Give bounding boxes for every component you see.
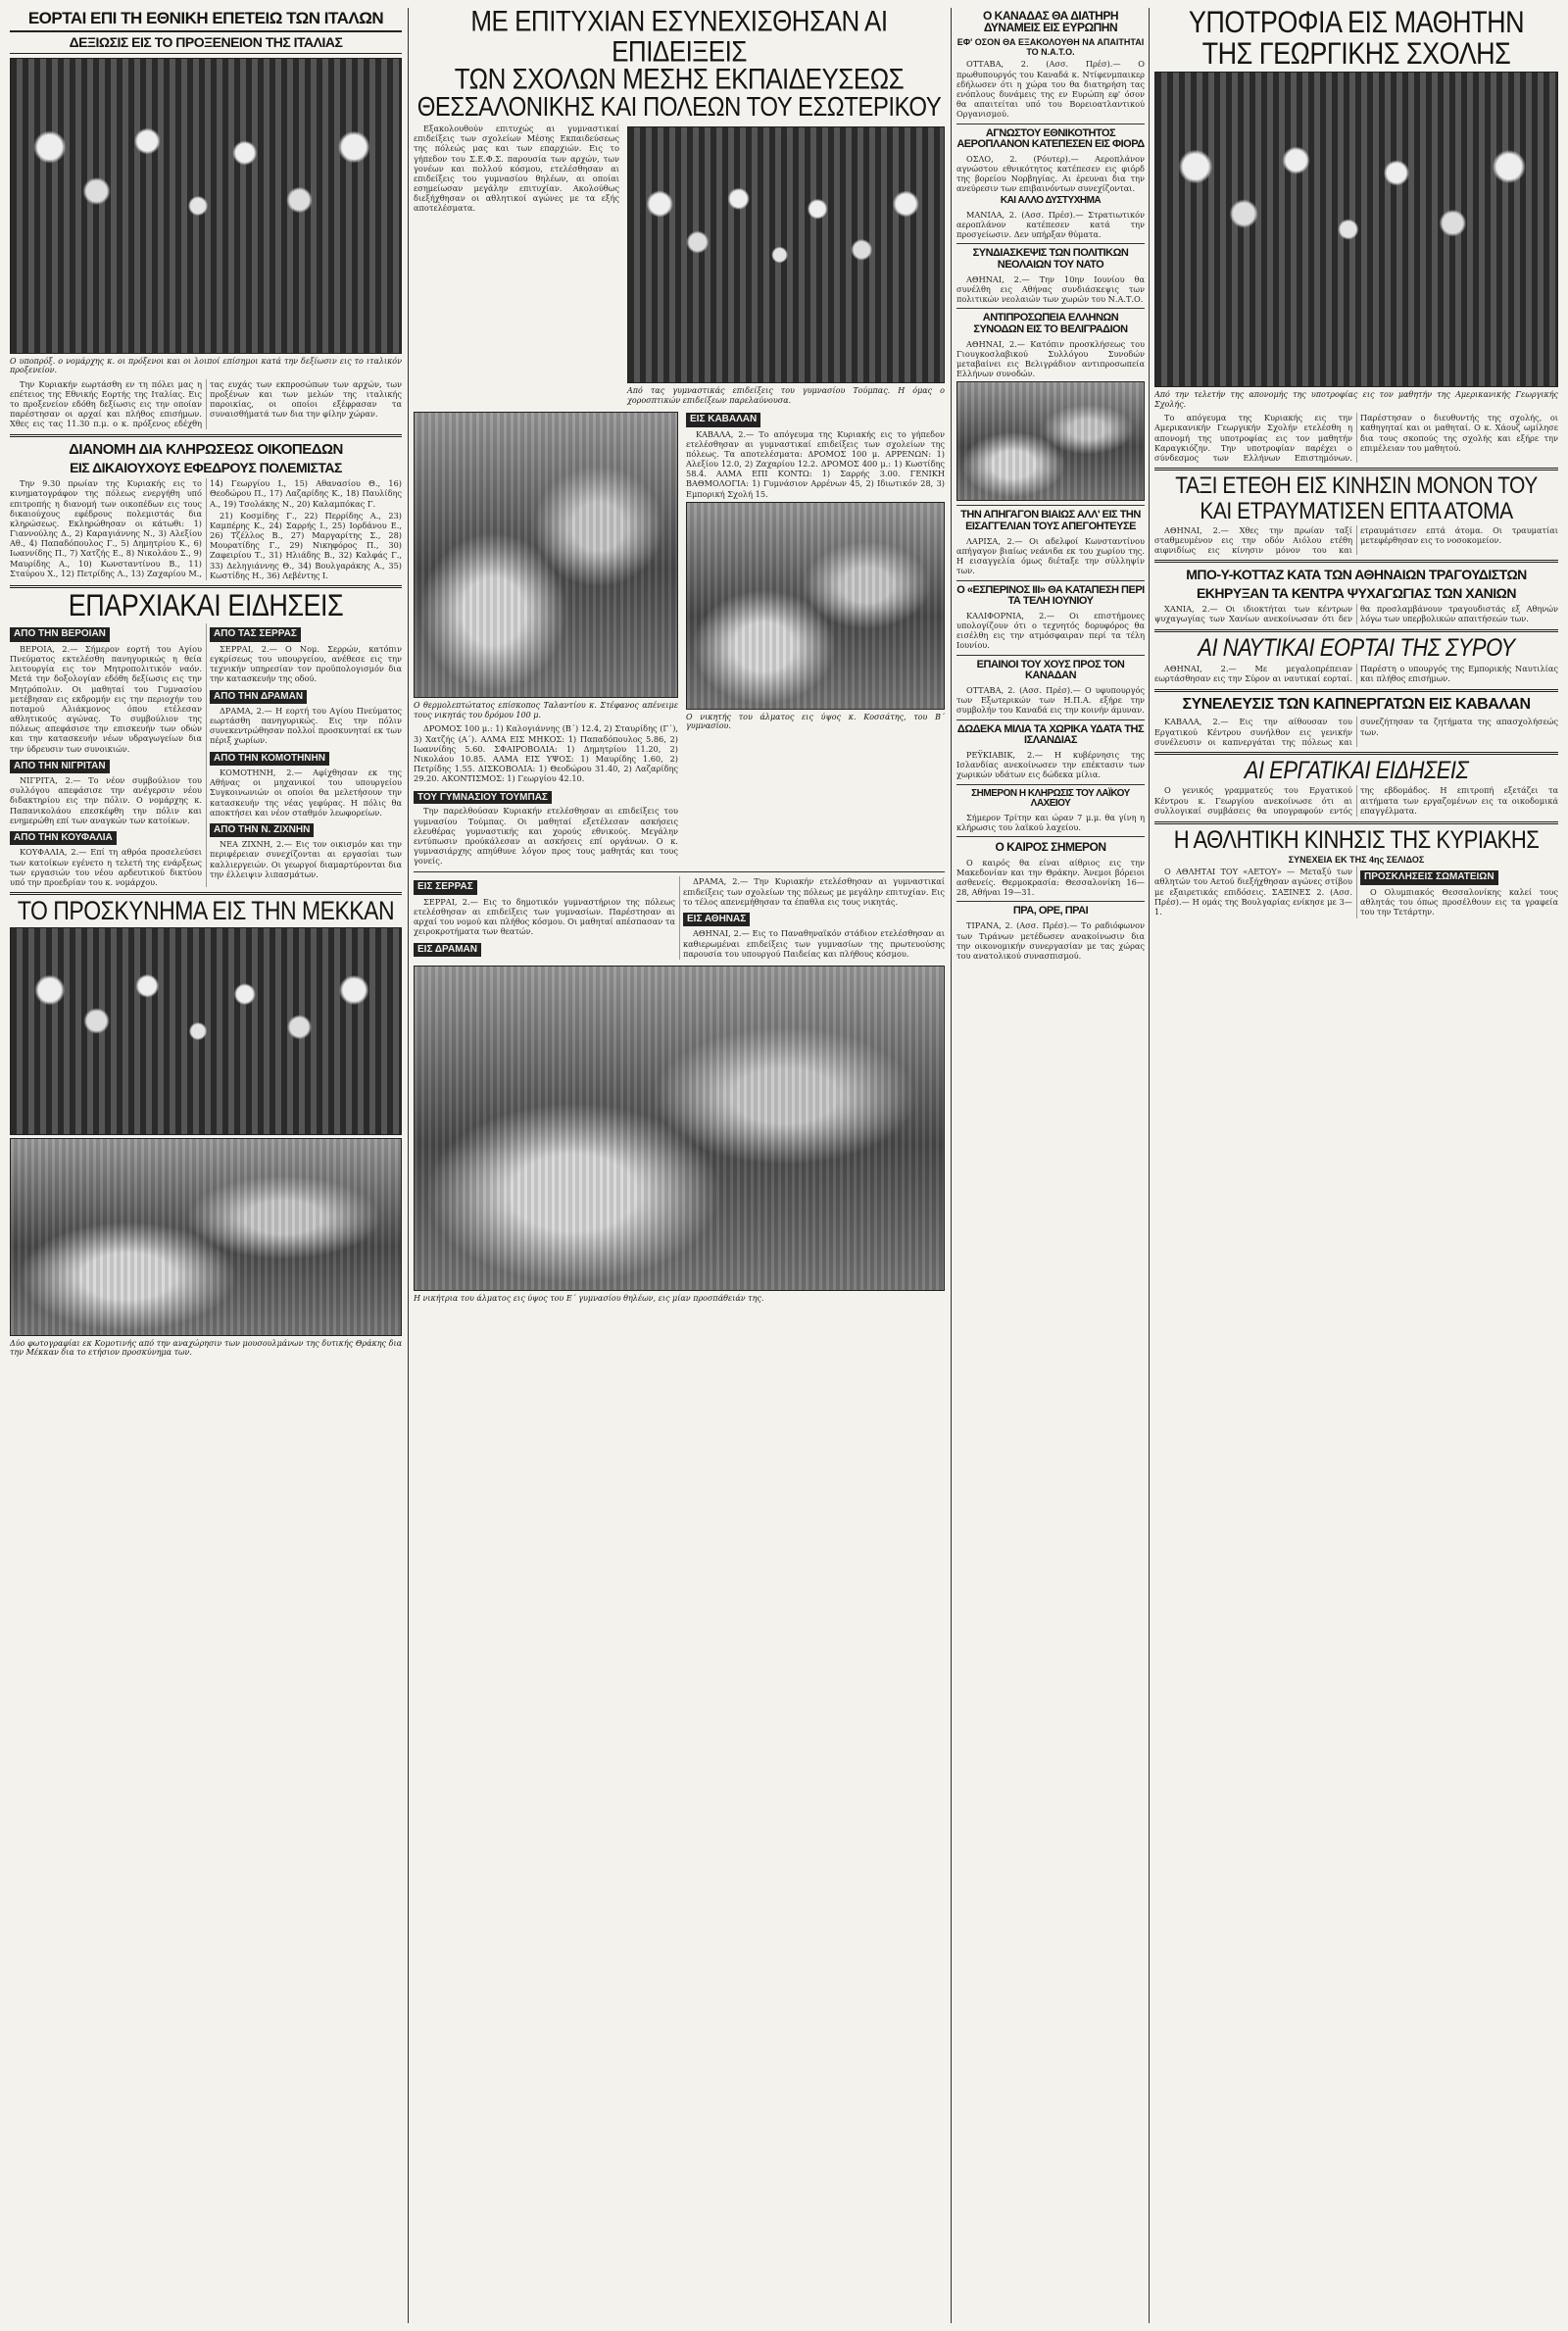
photo-mecca-1: [10, 927, 402, 1135]
photo-girl-high-jump: [414, 966, 945, 1291]
articles-serres-drama-athens: [414, 876, 945, 959]
article-lead: [414, 124, 619, 409]
column-news-briefs: [956, 8, 1145, 2323]
caption-toumba-parade: Από τας γυμναστικάς επιδείξεις του γυμνασίου Τούμπας. Η όμας ο χοροσπτικών επιδείξεων παρελαύνουσα.: [627, 386, 945, 405]
provincial-news: [10, 623, 402, 887]
text-plots: Την 9.30 πρωίαν της Κυριακής εις το κινηματογράφον της πόλεως ενεργήθη υπό επιτροπής η διανομή των οικοπέδων εις τους δικαιούχους εφέδρους πολεμιστάς δια κληρώσεως. Εκληρώθησαν οι κάτωθι: 1) Γιαννούλης Δ., 2) Καραγιάννης Ν., 3) Αλεξίου Αθ., 4) Παπαδόπουλος Γ., 5) Δημητρίου Κ., 6) Ιωαννίδης Π., 7) Χατζής Ε., 8) Νικολάου Σ., 9) Μαυρίδης Α., 10) Κωνσταντίνου Β., 11) Σταύρου Χ., 12) Πετρίδης Λ., 13) Ζαχαρίου Μ., 14) Γεωργίου Ι., 15) Αθανασίου Θ., 16) Θεοδώρου Π., 17) Λαζαρίδης Κ., 18) Παυλίδης Α., 19) Τσολάκης Ν., 20) Καλαμπόκας Γ.: [10, 478, 402, 578]
column-center: [414, 8, 945, 2323]
subheadline-italian-consulate: ΔΕΞΙΩΣΙΣ ΕΙΣ ΤΟ ΠΡΟΞΕΝΕΙΟΝ ΤΗΣ ΙΤΑΛΙΑΣ: [10, 30, 402, 53]
article-abduction: [956, 536, 1145, 576]
section-toumba: ΤΟΥ ΓΥΜΝΑΣΙΟΥ ΤΟΥΜΠΑΣ: [414, 791, 552, 804]
article-satellite: [956, 611, 1145, 651]
article-plots: [10, 478, 402, 580]
headline-taxi-2: ΚΑΙ ΕΤΡΑΥΜΑΤΙΣΕΝ ΕΠΤΑ ΑΤΟΜΑ: [1200, 497, 1513, 524]
article-praise-canada: [956, 685, 1145, 716]
text-weather: Ο καιρός θα είναι αίθριος εις την Μακεδονίαν και την Θράκην. Άνεμοι βόρειοι ασθενείς. Θερμοκρασία: Θεσσαλονίκη 16—28, Αθήναι 19—31.: [956, 857, 1145, 898]
text-boycott: ΧΑΝΙΑ, 2.— Οι ιδιοκτήται των κέντρων ψυχαγωγίας των Χανίων ανεκοίνωσαν ότι δεν θα προσλαμβάνουν τραγουδιστάς εξ Αθηνών λόγω των υπερβολικών απαιτήσεών των.: [1154, 603, 1558, 624]
column-right: [1154, 8, 1558, 2323]
text-zichni: ΝΕΑ ΖΙΧΝΗ, 2.— Εις τον οικισμόν και την περιφέρειαν συνεχίζονται αι εργασίαι των καλλιεργειών. Οι γεωργοί διαμαρτύρονται δια την έλλειψιν λιπασμάτων.: [210, 839, 402, 879]
section-club-invitations: ΠΡΟΣΚΛΗΣΕΙΣ ΣΩΜΑΤΕΙΩΝ: [1360, 870, 1498, 884]
subheadline-canada: ΕΦ' ΟΣΟΝ ΘΑ ΕΞΑΚΟΛΟΥΘΗ ΝΑ ΑΠΑΙΤΗΤΑΙ ΤΟ Ν.Α.Τ.Ο.: [956, 37, 1145, 58]
article-weather: [956, 858, 1145, 898]
text-abduction: ΛΑΡΙΣΑ, 2.— Οι αδελφοί Κωνσταντίνου απήγαγον βιαίως νεάνιδα εκ του χωρίου της. Η εισαγγελία όμως διέταξε την σύλληψίν των.: [956, 535, 1145, 576]
photo-consulate-reception: [10, 58, 402, 354]
photo-agricultural-school: [1154, 72, 1558, 387]
headline-sunday-sports: Η ΑΘΛΗΤΙΚΗ ΚΙΝΗΣΙΣ ΤΗΣ ΚΥΡΙΑΚΗΣ: [1173, 824, 1540, 854]
article-italian-day: [10, 379, 402, 429]
text-scholarship: Το απόγευμα της Κυριακής εις την Αμερικανικήν Γεωργικήν Σχολήν ετελέσθη η απονομή της υποτροφίας εις τον μαθητήν Καραγκιόζην. Την υποτροφίαν παρέχει ο σύνδεσμος των Ελλήνων Επιστημόνων. Παρέστησαν ο διευθυντής της σχολής, οι καθηγηταί και οι μαθηταί. Ο κ. Χάουζ ωμίλησε δια τους σκοπούς της σχολής και εξήρε την επιμέλειαν του μαθητού.: [1154, 413, 1558, 463]
text-plots-2: 21) Κοσμίδης Γ., 22) Περρίδης Α., 23) Καμπέρης Κ., 24) Σαρρής Ι., 25) Ιορδάνου Ε., 26) Τζέλλος Β., 27) Μαργαρίτης Σ., 28) Μουρατίδης Γ., 29) Νικηφόρος Π., 30) Ζαφειρίου Τ., 31) Ηλιάδης Β., 32) Καλφάς Γ., 33) Δεληγιάννης Θ., 34) Βουλγαράκης Α., 35) Κωστίδης Η., 36) Λεβέντης Ι.: [210, 510, 402, 580]
text-lead: Εξακολουθούν επιτυχώς αι γυμναστικαί επιδείξεις των σχολείων Μέσης Εκπαιδεύσεως της πόλεώς μας και των επαρχιών. Εις το γήπεδον του Σ.Ε.Φ.Σ. παρουσία των αρχών, των γονέων και πολλού κόσμου, ετελέσθησαν αι επιδείξεις του γυμνασίου θηλέων, αι οποίαι εσημείωσαν μεγάλην επιτυχίαν. Ακολούθως διεξήχθησαν οι αθλητικοί αγώνες με τα εξής αποτελέσματα.: [414, 124, 619, 214]
section-komotini: ΑΠΟ ΤΗΝ ΚΟΜΟΤΗΝΗΝ: [210, 752, 329, 766]
text-drama: ΔΡΑΜΑ, 2.— Η εορτή του Αγίου Πνεύματος εωρτάσθη πανηγυρικώς. Εις την πόλιν συνεκεντρώθησαν πολλοί προσκυνηταί εκ των πέριξ χωρίων.: [210, 705, 402, 746]
article-sunday-sports: [1154, 867, 1558, 918]
caption-girl-high-jump: Η νικήτρια του άλματος εις ύψος του Ε΄ γυμνασίου θηλέων, εις μίαν προσπάθειάν της.: [414, 1293, 764, 1303]
text-taxi: ΑΘΗΝΑΙ, 2.— Χθες την πρωίαν ταξί σταθμευμένον εις την οδόν Αιόλου ετέθη αιφνιδίως εις κίνησιν μόνον του και ετραυμάτισεν επτά άτομα. Οι τραυματίαι μετεφέρθησαν εις το νοσοκομείον.: [1154, 524, 1558, 556]
text-lottery: Σήμερον Τρίτην και ώραν 7 μ.μ. θα γίνη η κλήρωσις του λαϊκού λαχείου.: [956, 812, 1145, 833]
headline-school-shows-3: ΘΕΣΣΑΛΟΝΙΚΗΣ ΚΑΙ ΠΟΛΕΩΝ ΤΟΥ ΕΣΩΤΕΡΙΚΟΥ: [416, 91, 942, 123]
photo-toumba-parade: [627, 126, 945, 383]
article-labor-news: [1154, 785, 1558, 817]
photo-mecca-2: [10, 1138, 402, 1336]
headline-another-accident: ΚΑΙ ΑΛΛΟ ΔΥΣΤΥΧΗΜΑ: [1000, 194, 1102, 206]
headline-plots: ΔΙΑΝΟΜΗ ΔΙΑ ΚΛΗΡΩΣΕΩΣ ΟΙΚΟΠΕΔΩΝ: [69, 440, 343, 458]
caption-high-jump-winner: Ο νικητής του άλματος εις ύψος κ. Κοσσάτης, του Β΄ γυμνασίου.: [686, 712, 945, 731]
headline-weather: Ο ΚΑΙΡΟΣ ΣΗΜΕΡΟΝ: [995, 840, 1106, 855]
text-canada: ΟΤΤΑΒΑ, 2. (Ασσ. Πρέσ).— Ο πρωθυπουργός του Καναδά κ. Ντίφενμπαικερ εδήλωσεν ότι η χώρα του θα διατηρήση τας ενόπλους δυνάμεις της εν Ευρώπη εφ' όσον θα απαιτείται υπό του Βορειοατλαντικού Οργανισμού.: [956, 59, 1145, 120]
text-plane-fjord: ΟΣΛΟ, 2. (Ρόυτερ).— Αεροπλάνον αγνώστου εθνικότητος κατέπεσεν εις φιόρδ της βορείου Νορβηγίας. Αι έρευναι δια την ανεύρεσιν των επιβαινόντων συνεχίζονται.: [956, 153, 1145, 194]
section-drama-schools: ΕΙΣ ΔΡΑΜΑΝ: [414, 943, 481, 957]
text-veria: ΒΕΡΟΙΑ, 2.— Σήμερον εορτή του Αγίου Πνεύματος εκτελέσθη πανηγυρικώς η θεία λειτουργία εις τον Μητροπολιτικόν ναόν. Μετά την δοξολογίαν εδόθη δεξίωσις εις την Μητρόπολιν. Οι μαθηταί του Γυμνασίου μετέβησαν εις εκδρομήν εις την περιοχήν του ποταμού Αλιάκμονος όπου ετέλεσαν αθλητικούς αγώνας. Το συμβούλιον της πόλεως απεφάσισε την επισκευήν των οδών και την κατασκευήν νέων υδραγωγείων δια την ύδρευσιν των συνοικιών.: [10, 643, 202, 754]
article-boycott: [1154, 604, 1558, 624]
headline-tobacco-workers: ΣΥΝΕΛΕΥΣΙΣ ΤΩΝ ΚΑΠΝΕΡΓΑΤΩΝ ΕΙΣ ΚΑΒΑΛΑΝ: [1182, 696, 1531, 714]
caption-mecca: Δύο φωτογραφίαι εκ Κομοτινής από την αναχώρησιν των μουσουλμάνων της δυτικής Θράκης δια την Μέκκαν δια το ετήσιον προσκύνημα των.: [10, 1338, 402, 1358]
text-komotini: ΚΟΜΟΤΗΝΗ, 2.— Αφίχθησαν εκ της Αθήνας οι μηχανικοί του υπουργείου Συγκοινωνιών οι οποίοι θα μελετήσουν την κατασκευήν της νέας γεφύρας. Η πόλις θα αποκτήσει και νέον σταθμόν λεωφορείων.: [210, 768, 402, 818]
headline-nato-youth: ΣΥΝΔΙΑΣΚΕΨΙΣ ΤΩΝ ΠΟΛΙΤΙΚΩΝ ΝΕΟΛΑΙΩΝ ΤΟΥ ΝΑΤΟ: [972, 247, 1129, 271]
headline-syros: ΑΙ ΝΑΥΤΙΚΑΙ ΕΟΡΤΑΙ ΤΗΣ ΣΥΡΟΥ: [1198, 633, 1515, 663]
article-nato-youth: [956, 274, 1145, 305]
caption-bishop-award: Ο θερμολεπτώτατος επίσκοπος Ταλαντίου κ. Στέφανος απένειμε τους νικητάς του δρόμου 100 μ.: [414, 701, 678, 719]
text-praise-canada: ΟΤΤΑΒΑ, 2. (Ασσ. Πρέσ).— Ο υφυπουργός των Εξωτερικών των Η.Π.Α. εξήρε την συμβολήν του Καναδά εις την κοινήν άμυναν.: [956, 685, 1145, 716]
article-canada: [956, 59, 1145, 119]
results-kavala: [686, 409, 945, 499]
headline-lottery: ΣΗΜΕΡΟΝ Η ΚΛΗΡΩΣΙΣ ΤΟΥ ΛΑΪΚΟΥ ΛΑΧΕΙΟΥ: [971, 787, 1130, 809]
headline-school-shows: ΜΕ ΕΠΙΤΥΧΙΑΝ ΕΣΥΝΕΧΙΣΘΗΣΑΝ ΑΙ ΕΠΙΔΕΙΞΕΙΣ: [470, 8, 888, 68]
photo-high-jump-winner: [686, 502, 945, 710]
section-serres-schools: ΕΙΣ ΣΕΡΡΑΣ: [414, 880, 477, 894]
text-sunday-sports: Ο ΑΘΛΗΤΑΙ ΤΟΥ «ΑΕΤΟΥ» — Μεταξύ των αθλητών του Αετού διεξήχθησαν αγώνες στίβου με εξαιρετικάς επιδόσεις. ΣΑΞΙΝΕΣ 2. (Ασσ. Πρέσ).— Η ομάς της Βουλγαρίας ενίκησε με 3—1.: [1154, 867, 1352, 917]
headline-satellite: Ο «ΕΣΠΕΡΙΝΟΣ ΙΙΙ» ΘΑ ΚΑΤΑΠΕΣΗ ΠΕΡΙ ΤΑ ΤΕΛΗ ΙΟΥΝΙΟΥ: [956, 583, 1145, 607]
headline-labor-news: ΑΙ ΕΡΓΑΤΙΚΑΙ ΕΙΔΗΣΕΙΣ: [1244, 755, 1469, 784]
caption-agricultural-school: Από την τελετήν της απονομής της υποτροφίας εις τον μαθητήν της Αμερικανικής Γεωργικής Σχολής.: [1154, 390, 1558, 409]
article-syros: [1154, 664, 1558, 684]
photo-runner: [956, 381, 1145, 501]
headline-scholarship: ΥΠΟΤΡΟΦΙΑ ΕΙΣ ΜΑΘΗΤΗΝ: [1188, 8, 1525, 40]
section-veria: ΑΠΟ ΤΗΝ ΒΕΡΟΙΑΝ: [10, 627, 110, 641]
text-tirana: ΤΙΡΑΝΑ, 2. (Ασσ. Πρέσ).— Το ραδιόφωνον των Τιράνων μετέδωσεν ανακοίνωσιν δια την οικονομικήν συνεργασίαν με τας χώρας του ανατολικού συνασπισμού.: [956, 920, 1145, 961]
section-nigrita: ΑΠΟ ΤΗΝ ΝΙΓΡΙΤΑΝ: [10, 760, 110, 773]
text-serres: ΣΕΡΡΑΙ, 2.— Ο Νομ. Σερρών, κατόπιν εγκρίσεως του υπουργείου, ανέθεσε εις την τεχνικήν υπηρεσίαν τον προϋπολογισμόν δια την κατασκευήν της οδού.: [210, 643, 402, 684]
headline-taxi: ΤΑΞΙ ΕΤΕΘΗ ΕΙΣ ΚΙΝΗΣΙΝ ΜΟΝΟΝ ΤΟΥ: [1175, 472, 1538, 499]
article-another-accident: [956, 210, 1145, 240]
text-belgrade: ΑΘΗΝΑΙ, 2.— Κατόπιν προσκλήσεως του Γιουγκοσλαβικού Συλλόγου Συνοδών μεταβαίνει εις Βελιγράδιον αντιπροσωπεία Ελλήνων συνοδών.: [956, 338, 1145, 379]
article-lottery: [956, 813, 1145, 832]
caption-consulate-reception: Ο υποπρόξ. ο νομάρχης κ. οι πρόξενοι και οι λοιποί επίσημοι κατά την δεξίωσιν εις το ιταλικόν προξενείον.: [10, 356, 402, 375]
article-belgrade: [956, 339, 1145, 379]
article-tobacco-workers: [1154, 717, 1558, 747]
article-plane-fjord: [956, 154, 1145, 194]
subheadline-plots: ΕΙΣ ΔΙΚΑΙΟΥΧΟΥΣ ΕΦΕΔΡΟΥΣ ΠΟΛΕΜΙΣΤΑΣ: [70, 459, 342, 475]
headline-belgrade: ΑΝΤΙΠΡΟΣΩΠΕΙΑ ΕΛΛΗΝΩΝ ΣΥΝΟΔΩΝ ΕΙΣ ΤΟ ΒΕΛΙΓΡΑΔΙΟΝ: [973, 312, 1128, 335]
subheadline-sunday-sports: ΣΥΝΕΧΕΙΑ ΕΚ ΤΗΣ 4ης ΣΕΛΙΔΟΣ: [1288, 855, 1425, 866]
text-toumba: Την παρελθούσαν Κυριακήν ετελέσθησαν αι επιδείξεις του γυμνασίου Τούμπας. Οι μαθηταί εξετέλεσαν ασκήσεις ελευθέρας γυμναστικής και χορούς εθνικούς. Μεγάλην εντύπωσιν προύκάλεσαν αι ασκήσεις επί οργάνων. Ο κ. γυμνασιάρχης απηύθυνε λόγον προς τους μαθητάς και τους γονείς.: [414, 806, 678, 867]
text-koufalia: ΚΟΥΦΑΛΙΑ, 2.— Επί τη αθρόα προσελεύσει των κατοίκων εγένετο η τελετή της ενάρξεως των εργασιών του νέου αρδευτικού δικτύου υπό την προεδρίαν του κ. νομάρχου.: [10, 847, 202, 887]
text-club-invitations: Ο Ολυμπιακός Θεσσαλονίκης καλεί τους αθλητάς του όπως προσέλθουν εις τα γραφεία του την Τετάρτην.: [1360, 886, 1558, 918]
headline-praise-canada: ΕΠΑΙΝΟΙ ΤΟΥ ΧΟΥΣ ΠΡΟΣ ΤΟΝ ΚΑΝΑΔΑΝ: [976, 658, 1125, 681]
text-another-accident: ΜΑΝΙΛΑ, 2. (Ασσ. Πρέσ).— Στρατιωτικόν αεροπλάνον κατέπεσεν κατά την προσγείωσιν. Δεν υπήρξαν θύματα.: [956, 209, 1145, 240]
text-kavala: ΚΑΒΑΛΑ, 2.— Το απόγευμα της Κυριακής εις το γήπεδον ετελέσθησαν αι γυμναστικαί επιδείξεις των σχολείων της πόλεως. Τα αποτελέσματα: ΔΡΟΜΟΣ 100 μ. ΑΡΡΕΝΩΝ: 1) Αλεξίου 12.0, 2) Ζαχαρίου 12.2. ΔΡΟΜΟΣ 400 μ.: 1) Κωστίδης 58.4. ΑΛΜΑ ΕΠΙ ΚΟΝΤΩ: 1) Σαρρής 3.00. ΓΕΝΙΚΗ ΒΑΘΜΟΛΟΓΙΑ: 1) Γυμνάσιον Αρρένων 45, 2) Ιδιωτικόν 28, 3) Εμπορική Σχολή 15.: [686, 428, 945, 499]
headline-italian-day: ΕΟΡΤΑΙ ΕΠΙ ΤΗ ΕΘΝΙΚΗ ΕΠΕΤΕΙΩ ΤΩΝ ΙΤΑΛΩΝ: [27, 9, 384, 27]
headline-scholarship-2: ΤΗΣ ΓΕΩΡΓΙΚΗΣ ΣΧΟΛΗΣ: [1201, 36, 1511, 71]
photo-bishop-award: [414, 412, 678, 698]
article-iceland: [956, 750, 1145, 780]
section-zichni: ΑΠΟ ΤΗΝ Ν. ΖΙΧΝΗΝ: [210, 823, 314, 837]
headline-boycott: ΜΠΟ-Υ-ΚΟΤΤΑΖ ΚΑΤΑ ΤΩΝ ΑΘΗΝΑΙΩΝ ΤΡΑΓΟΥΔΙΣΤΩΝ: [1186, 567, 1527, 583]
text-syros: ΑΘΗΝΑΙ, 2.— Με μεγαλοπρέπειαν εωρτάσθησαν εις την Σύρον αι ναυτικαί εορταί. Παρέστη ο υπουργός της Εμπορικής Ναυτιλίας και πλήθος επισήμων.: [1154, 663, 1558, 683]
text-serres-schools: ΣΕΡΡΑΙ, 2.— Εις το δημοτικόν γυμναστήριον της πόλεως ετελέσθησαν αι επιδείξεις των γυμνασίων. Παρέστησαν αι αρχαί του νομού και πλήθος κόσμου. Οι μαθηταί απέσπασαν τα χειροκροτήματα των θεατών.: [414, 896, 675, 937]
section-kavala: ΕΙΣ ΚΑΒΑΛΑΝ: [686, 413, 760, 426]
headline-canada: Ο ΚΑΝΑΔΑΣ ΘΑ ΔΙΑΤΗΡΗ ΔΥΝΑΜΕΙΣ ΕΙΣ ΕΥΡΩΠΗΝ: [982, 9, 1119, 35]
text-athens-schools: ΑΘΗΝΑΙ, 2.— Εις το Παναθηναϊκόν στάδιον ετελέσθησαν αι καθιερωμέναι επιδείξεις των γυμνασίων της πρωτευούσης παρουσία του υπουργού Παιδείας και πλήθους κόσμου.: [683, 928, 945, 959]
section-serres: ΑΠΟ ΤΑΣ ΣΕΡΡΑΣ: [210, 627, 301, 641]
headline-school-shows-2: ΤΩΝ ΣΧΟΛΩΝ ΜΕΣΗΣ ΕΚΠΑΙΔΕΥΣΕΩΣ: [454, 61, 905, 96]
text-satellite: ΚΑΛΙΦΟΡΝΙΑ, 2.— Οι επιστήμονες υπολογίζουν ότι ο τεχνητός δορυφόρος θα εισέλθη εις την ατμόσφαιραν περί τα τέλη Ιουνίου.: [956, 610, 1145, 651]
section-drama: ΑΠΟ ΤΗΝ ΔΡΑΜΑΝ: [210, 690, 307, 704]
headline-tirana: ΠΡΑ, ΟΡΕ, ΠΡΑΙ: [1012, 905, 1089, 918]
section-koufalia: ΑΠΟ ΤΗΝ ΚΟΥΦΑΛΙΑ: [10, 831, 117, 845]
headline-provincial-news: ΕΠΑΡΧΙΑΚΑΙ ΕΙΔΗΣΕΙΣ: [68, 588, 344, 623]
text-drama-schools: ΔΡΑΜΑ, 2.— Την Κυριακήν ετελέσθησαν αι γυμναστικαί επιδείξεις των σχολείων της πόλεως με μεγάλην επιτυχίαν. Εις το τέλος απενεμήθησαν τα έπαθλα εις τους νικητάς.: [683, 876, 945, 907]
text-nigrita: ΝΙΓΡΙΤΑ, 2.— Το νέον συμβούλιον του συλλόγου απεφάσισε την ανέγερσιν νέου διδακτηρίου εις την πόλιν. Ο νομάρχης κ. Παπανικολάου επεσκέφθη την πόλιν και ενημερώθη επί των αναγκών των κατοίκων.: [10, 775, 202, 825]
text-iceland: ΡΕΫΚΙΑΒΙΚ, 2.— Η κυβέρνησις της Ισλανδίας ανεκοίνωσεν την επέκτασιν των χωρικών υδάτων εις δώδεκα μίλια.: [956, 750, 1145, 780]
text-results-1: ΔΡΟΜΟΣ 100 μ.: 1) Καλογιάννης (Β΄) 12.4, 2) Σταυρίδης (Γ΄), 3) Χατζής (Α΄). ΑΛΜΑ ΕΙΣ ΜΗΚΟΣ: 1) Παπαδόπουλος 5.86, 2) Ιωαννίδης 5.60. ΣΦΑΙΡΟΒΟΛΙΑ: 1) Δημητρίου 11.20, 2) Νικολάου 10.85. ΑΛΜΑ ΕΙΣ ΥΨΟΣ: 1) Μαυρίδης 1.60, 2) Πετρίδης 1.55. ΔΙΣΚΟΒΟΛΙΑ: 1) Θεοδώρου 31.40, 2) Λαζαρίδης 29.20. ΑΚΟΝΤΙΣΜΟΣ: 1) Γεωργίου 42.10.: [414, 723, 678, 784]
article-toumba: [414, 806, 678, 866]
text-nato-youth: ΑΘΗΝΑΙ, 2.— Την 10ην Ιουνίου θα συνέλθη εις Αθήνας συνδιάσκεψις των πολιτικών νεολαιών των χωρών του Ν.Α.Τ.Ο.: [956, 273, 1145, 305]
headline-plane-fjord: ΑΓΝΩΣΤΟΥ ΕΘΝΙΚΟΤΗΤΟΣ ΑΕΡΟΠΛΑΝΟΝ ΚΑΤΕΠΕΣΕΝ ΕΙΣ ΦΙΟΡΔ: [956, 126, 1145, 150]
article-scholarship: [1154, 413, 1558, 463]
text-italian-day: Την Κυριακήν εωρτάσθη εν τη πόλει μας η επέτειος της Εθνικής Εορτής της Ιταλίας. Εις το προξενείον εδόθη δεξίωσις εις την οποίαν παρέστησαν οι αρχαί και πλήθος επισήμων. Χθες εις τας 11.30 π.μ. ο κ. πρόξενος εδέχθη τας ευχάς των εκπροσώπων των αρχών, των προξένων και των μελών της ιταλικής παροικίας, οι οποίοι εξέφρασαν τα συναισθήματά των δια την φίλην χώραν.: [10, 378, 402, 429]
headline-boycott-2: ΕΚΗΡΥΞΑΝ ΤΑ ΚΕΝΤΡΑ ΨΥΧΑΓΩΓΙΑΣ ΤΩΝ ΧΑΝΙΩΝ: [1196, 584, 1517, 601]
text-tobacco-workers: ΚΑΒΑΛΑ, 2.— Εις την αίθουσαν του Εργατικού Κέντρου συνήλθον εις γενικήν συνέλευσιν οι καπνεργάται της πόλεως και συνεζήτησαν τα ζητήματα της απασχολήσεώς των.: [1154, 717, 1558, 747]
results-1: [414, 723, 678, 783]
section-athens-schools: ΕΙΣ ΑΘΗΝΑΣ: [683, 913, 750, 926]
headline-iceland: ΔΩΔΕΚΑ ΜΙΛΙΑ ΤΑ ΧΩΡΙΚΑ ΥΔΑΤΑ ΤΗΣ ΙΣΛΑΝΔΙΑΣ: [956, 722, 1145, 746]
article-taxi: [1154, 525, 1558, 556]
text-labor-news: Ο γενικός γραμματεύς του Εργατικού Κέντρου κ. Γεωργίου ανεκοίνωσε ότι αι συλλογικαί συμβάσεις θα υπογραφούν εντός της εβδομάδος. Η επιτροπή εξετάζει τα αιτήματα των εργαζομένων εις τα οικοδομικά επαγγέλματα.: [1154, 785, 1558, 816]
column-left: [10, 8, 402, 2323]
headline-abduction: ΤΗΝ ΑΠΗΓΑΓΟΝ ΒΙΑΙΩΣ ΑΛΛ' ΕΙΣ ΤΗΝ ΕΙΣΑΓΓΕΛΙΑΝ ΤΟΥΣ ΑΠΕΓΟΗΤΕΥΣΕ: [960, 509, 1141, 532]
headline-mecca: ΤΟ ΠΡΟΣΚΥΝΗΜΑ ΕΙΣ ΤΗΝ ΜΕΚΚΑΝ: [17, 896, 395, 925]
article-tirana: [956, 920, 1145, 961]
